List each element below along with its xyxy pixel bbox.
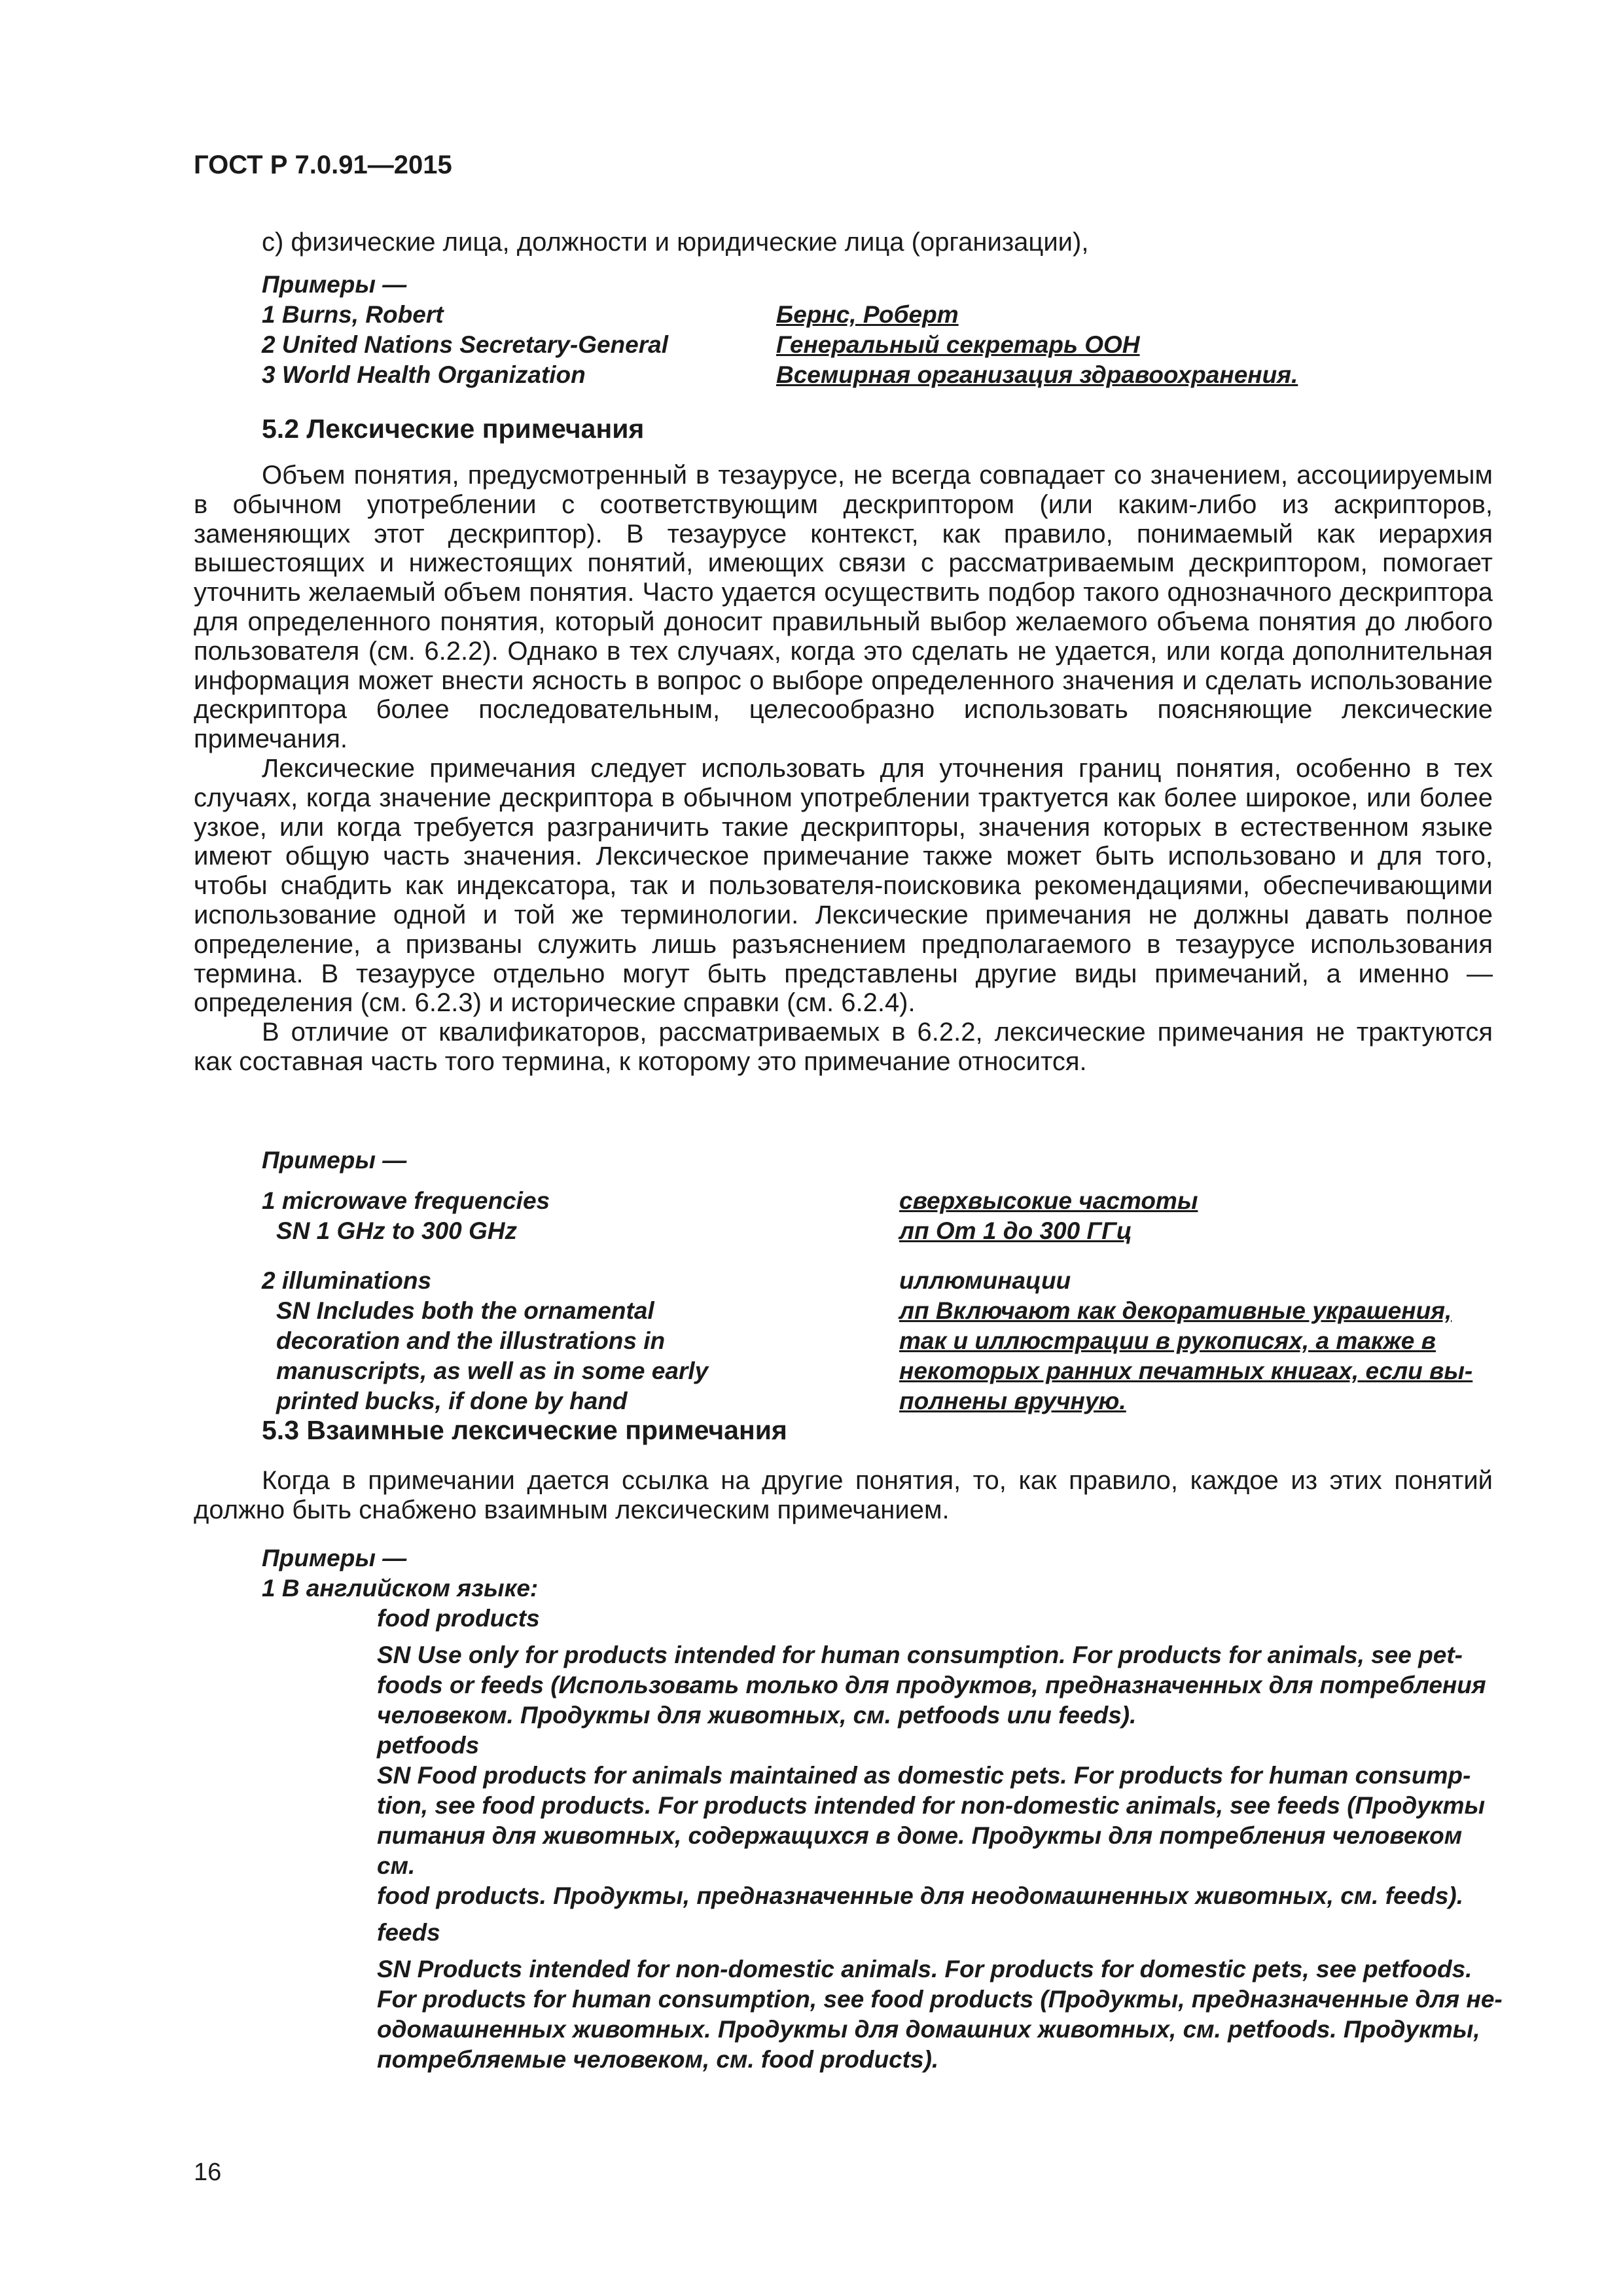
examples-block-1 — [262, 270, 1374, 390]
example-left: SN 1 GHz to 300 GHz — [276, 1217, 518, 1244]
example-left: 3 World Health Organization — [262, 361, 586, 388]
section-5-3-body — [194, 1466, 1493, 1525]
example-right: лп От 1 до 300 ГГц — [899, 1217, 1132, 1244]
scope-note: foods or feeds (Использовать только для продуктов, предназначенных для потребления — [377, 1672, 1486, 1698]
examples-block-3 — [377, 1604, 1503, 2075]
scope-note: одомашненных животных. Продукты для домашних животных, см. petfoods. Продукты, — [377, 2016, 1480, 2043]
example-right: сверхвысокие частоты — [899, 1187, 1198, 1214]
scope-note: SN Products intended for non-domestic animals. For products for domestic pets, see petfoods. — [377, 1956, 1472, 1982]
term: petfoods — [377, 1732, 480, 1759]
examples-label: Примеры — — [262, 1545, 407, 1571]
example-left: printed bucks, if done by hand — [276, 1388, 628, 1414]
scope-note: питания для животных, содержащихся в доме. Продукты для потребления человеком см. — [377, 1822, 1463, 1879]
example-right: полнены вручную. — [899, 1388, 1126, 1414]
example-left: 1 microwave frequencies — [262, 1187, 550, 1214]
example-left: decoration and the illustrations in — [276, 1327, 666, 1354]
example-right: лп Включают как декоративные украшения, — [899, 1297, 1452, 1324]
example-left: manuscripts, as well as in some early — [276, 1357, 709, 1384]
example-left: 1 Burns, Robert — [262, 301, 444, 328]
example-left: 2 United Nations Secretary-General — [262, 331, 668, 358]
examples-label: Примеры — — [262, 1147, 407, 1174]
scope-note: SN Use only for products intended for human consumption. For products for animals, see pet- — [377, 1641, 1463, 1668]
scope-note: For products for human consumption, see food products (Продукты, предназначенные для не- — [377, 1986, 1503, 2013]
scope-note: человеком. Продукты для животных, см. petfoods или feeds). — [377, 1702, 1137, 1729]
examples-label: Примеры — — [262, 271, 407, 298]
example-right: Всемирная организация здравоохранения. — [776, 361, 1298, 388]
example-right: так и иллюстрации в рукописях, а также в — [899, 1327, 1436, 1354]
scope-note: food products. Продукты, предназначенные для неодомашненных животных, см. feeds). — [377, 1882, 1463, 1909]
term: food products — [377, 1605, 540, 1632]
paragraph: В отличие от квалификаторов, рассматриваемых в 6.2.2, лексические примечания не трактуются как составная часть того термина, к которому это примечание относится. — [194, 1018, 1493, 1076]
standard-header: ГОСТ Р 7.0.91—2015 — [194, 151, 452, 179]
section-title-5-3: 5.3 Взаимные лексические примечания — [262, 1415, 787, 1445]
page-number: 16 — [194, 2159, 222, 2186]
example-right: Бернс, Роберт — [776, 301, 959, 328]
example-right: некоторых ранних печатных книгах, если вы- — [899, 1357, 1473, 1384]
paragraph: Объем понятия, предусмотренный в тезаурусе, не всегда совпадает со значением, ассоциируемым в обычном употреблении с соответствующим дескриптором (или каким-либо из аскрипторов, заменяющих этот дескриптор). В тезаурусе контекст, как правило, понимаемый как иерархия вышестоящих и нижестоящих понятий, имеющих связи с рассматриваемым дескриптором, помогает уточнить желаемый объем понятия. Часто удается осуществить подбор такого однозначного дескриптора для определенного понятия, который доносит правильный выбор желаемого объема понятия до любого пользователя (см. 6.2.2). Однако в тех случаях, когда это сделать не удается, или когда дополнительная информация может внести ясность в вопрос о выборе определенного значения и сделать использование дескриптора более последовательным, целесообразно использовать поясняющие лексические примечания. — [194, 461, 1493, 754]
section-5-2-body — [194, 461, 1493, 1077]
example-left: 2 illuminations — [262, 1267, 432, 1294]
list-item-c: c) физические лица, должности и юридические лица (организации), — [262, 228, 1089, 257]
examples-block-2 — [262, 1145, 1505, 1414]
scope-note: потребляемые человеком, см. food products). — [377, 2046, 939, 2073]
term: feeds — [377, 1919, 440, 1946]
paragraph: Лексические примечания следует использовать для уточнения границ понятия, особенно в тех случаях, когда значение дескриптора в обычном употреблении трактуется как более широкое, или более узкое, или когда требуется разграничить такие дескрипторы, значения которых в естественном языке имеют общую часть значения. Лексическое примечание также может быть использовано и для того, чтобы снабдить как индексатора, так и пользователя-поисковика рекомендациями, обеспечивающими использование одной и той же терминологии. Лексические примечания не должны давать полное определение, а призваны служить лишь разъяснением предполагаемого в тезаурусе использования термина. В тезаурусе отдельно могут быть представлены другие виды примечаний, а именно — определения (см. 6.2.3) и исторические справки (см. 6.2.4). — [194, 753, 1493, 1018]
example-right: Генеральный секретарь ООН — [776, 331, 1140, 358]
examples-sublabel: 1 В английском языке: — [262, 1575, 539, 1602]
paragraph: Когда в примечании дается ссылка на другие понятия, то, как правило, каждое из этих понятий должно быть снабжено взаимным лексическим примечанием. — [194, 1466, 1493, 1524]
section-title-5-2: 5.2 Лексические примечания — [262, 414, 645, 444]
example-right: иллюминации — [899, 1267, 1071, 1294]
scope-note: SN Food products for animals maintained as domestic pets. For products for human consump- — [377, 1762, 1471, 1789]
example-left: SN Includes both the ornamental — [276, 1297, 654, 1324]
scope-note: tion, see food products. For products intended for non-domestic animals, see feeds (Продукты — [377, 1792, 1486, 1819]
